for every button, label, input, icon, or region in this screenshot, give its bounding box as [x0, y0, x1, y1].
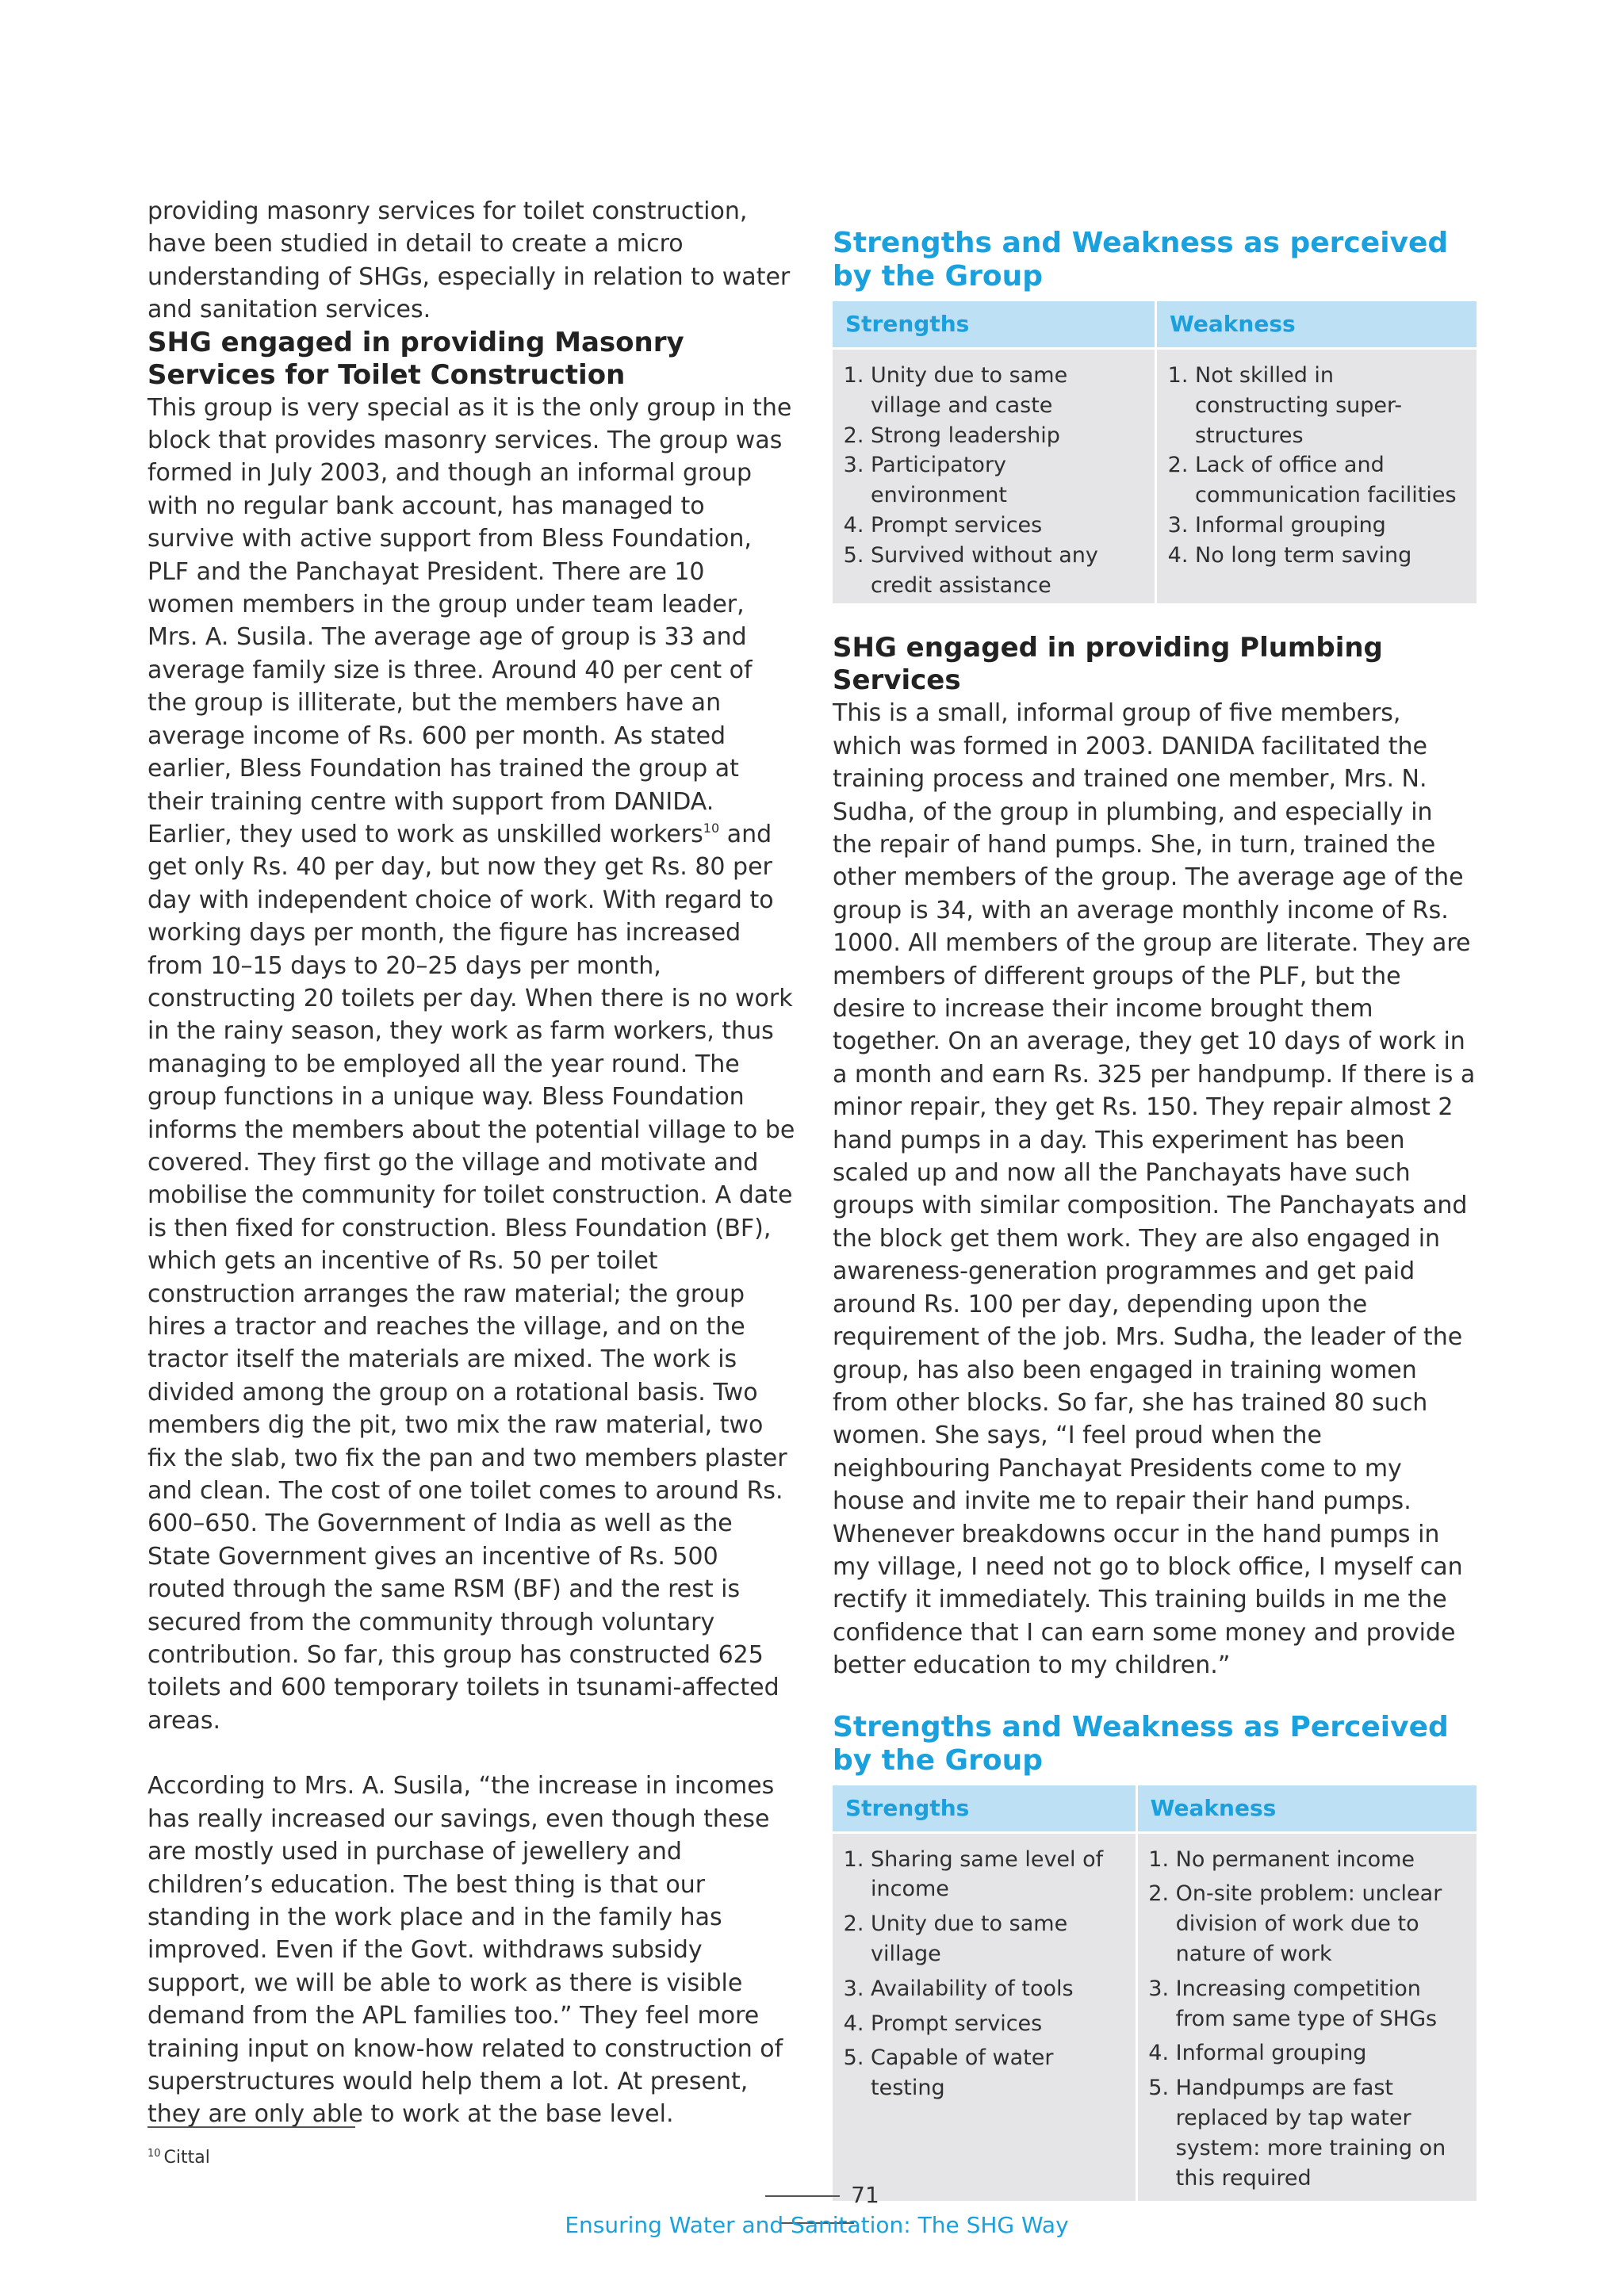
- masonry-section-heading: SHG engaged in providing Masonry Services for Toilet Construction: [147, 326, 684, 391]
- table2-weakness-header: Weakness: [1136, 1785, 1477, 1834]
- footnote-mark: 10: [147, 2148, 161, 2160]
- list-item: 3. Informal grouping: [1195, 511, 1465, 541]
- list-item: 4. Prompt services: [871, 511, 1143, 541]
- list-item: 2. Strong leadership: [871, 421, 1143, 451]
- table2-weakness-list: [1151, 1845, 1465, 2194]
- list-item: 1. Not skilled in constructing super-structures: [1195, 361, 1465, 450]
- list-item: 5. Survived without any credit assistance: [871, 541, 1143, 601]
- masonry-body-part-b: and get only Rs. 40 per day, but now they get Rs. 80 per day with independent choice of work. With regard to working days per month, the figure has increased from 10–15 days to 20–25 days per month, constructing 20 toilets per day. When there is no work in the rainy season, they work as farm workers, thus managing to be employed all the year round. The group functions in a unique way. Bless Foundation informs the members about the potential village to be covered. They first go the village and motivate and mobilise the community for toilet construction. A date is then fixed for construction. Bless Foundation (BF), which gets an incentive of Rs. 50 per toilet construction arranges the raw material; the group hires a tractor and reaches the village, and on the tractor itself the materials are mixed. The work is divided among the group on a rotational basis. Two members dig the pit, two mix the raw material, two fix the slab, two fix the pan and two members plaster and clean. The cost of one toilet comes to around Rs. 600–650. The Government of India as well as the State Government gives an incentive of Rs. 500 routed through the same RSM (BF) and the rest is secured from the community through voluntary contribution. So far, this group has constructed 625 toilets and 600 temporary toilets in tsunami-affected areas.: [147, 820, 795, 1735]
- intro-paragraph: providing masonry services for toilet construction, have been studied in detail to create a micro understanding of SHGs, especially in relation to water and sanitation services.: [147, 197, 791, 324]
- list-item: 1. No permanent income: [1176, 1845, 1465, 1875]
- page-number: 71: [851, 2182, 879, 2208]
- table1-strengths-header: Strengths: [833, 301, 1155, 350]
- plumbing-section-heading: SHG engaged in providing Plumbing Services: [833, 632, 1383, 697]
- table1-strengths-cell: [833, 350, 1155, 603]
- list-item: 4. Prompt services: [871, 2009, 1124, 2039]
- list-item: 1. Sharing same level of income: [871, 1845, 1124, 1905]
- table1-weakness-cell: [1155, 350, 1477, 603]
- list-item: 2. Unity due to same village: [871, 1909, 1124, 1969]
- left-column: [147, 195, 796, 2131]
- table1-weakness-list: [1170, 361, 1465, 571]
- table1-strengths-list: [845, 361, 1143, 600]
- footnote: [147, 2143, 210, 2169]
- list-item: 4. No long term saving: [1195, 541, 1465, 571]
- plumbing-body-paragraph: This is a small, informal group of five members, which was formed in 2003. DANIDA facilitated the training process and trained one member, Mrs. N. Sudha, of the group in plumbing, and especially in the repair of hand pumps. She, in turn, trained the other members of the group. The average age of the group is 34, with an average monthly income of Rs. 1000. All members of the group are literate. They are members of different groups of the PLF, but the desire to increase their income brought them together. On an average, they get 10 days of work in a month and earn Rs. 325 per handpump. If there is a minor repair, they get Rs. 150. They repair almost 2 hand pumps in a day. This experiment has been scaled up and now all the Panchayats have such groups with similar composition. The Panchayats and the block get them work. They are also engaged in awareness-generation programmes and get paid around Rs. 100 per day, depending upon the requirement of the job. Mrs. Sudha, the leader of the group, has also been engaged in training women from other blocks. So far, she has trained 80 such women. She says, “I feel proud when the neighbouring Panchayat Presidents come to my house and invite me to repair their hand pumps. Whenever breakdowns occur in the hand pumps in my village, I need not go to block office, I myself can rectify it immediately. This training builds in me the confidence that I can earn some money and provide better education to my children.”: [833, 699, 1476, 1680]
- list-item: 2. Lack of office and communication facilities: [1195, 450, 1465, 511]
- list-item: 1. Unity due to same village and caste: [871, 361, 1143, 421]
- masonry-body-part-a: This group is very special as it is the only group in the block that provides masonry services. The group was formed in July 2003, and though an informal group with no regular bank account, has managed to survive with active support from Bless Foundation, PLF and the Panchayat President. There are 10 women members in the group under team leader, Mrs. A. Susila. The average age of group is 33 and average family size is three. Around 40 per cent of the group is illiterate, but the members have an average income of Rs. 600 per month. As stated earlier, Bless Foundation has trained the group at their training centre with support from DANIDA. Earlier, they used to work as unskilled workers: [147, 393, 792, 848]
- list-item: 3. Availability of tools: [871, 1974, 1124, 2004]
- list-item: 4. Informal grouping: [1176, 2038, 1465, 2068]
- table2-strengths-cell: [833, 1834, 1136, 2202]
- table2-title: Strengths and Weakness as Perceived by the Group: [833, 1710, 1449, 1777]
- list-item: 5. Handpumps are fast replaced by tap water system: more training on this required: [1176, 2073, 1465, 2193]
- running-footer-title: Ensuring Water and Sanitation: The SHG Way: [565, 2212, 1069, 2238]
- right-column: [833, 227, 1477, 2201]
- masonry-body-paragraph: [147, 392, 796, 1738]
- table2-weakness-cell: [1136, 1834, 1477, 2202]
- page-number-left-rule: [765, 2195, 840, 2197]
- table2-strengths-header: Strengths: [833, 1785, 1136, 1834]
- strengths-weakness-table-1: [833, 301, 1477, 603]
- susila-quote-paragraph: According to Mrs. A. Susila, “the increase in incomes has really increased our savings, even though these are mostly used in purchase of jewellery and children’s education. The best thing is that our standing in the work place and in the family has improved. Even if the Govt. withdraws subsidy support, we will be able to work as there is visible demand from the APL families too.” They feel more training input on know-how related to construction of superstructures would help them a lot. At present, they are only able to work at the base level.: [147, 1772, 783, 2129]
- strengths-weakness-table-2: [833, 1785, 1477, 2202]
- list-item: 5. Capable of water testing: [871, 2043, 1124, 2103]
- table2-strengths-list: [845, 1845, 1124, 2103]
- table1-title: Strengths and Weakness as perceived by the Group: [833, 227, 1449, 293]
- table1-weakness-header: Weakness: [1155, 301, 1477, 350]
- list-item: 3. Increasing competition from same type of SHGs: [1176, 1974, 1465, 2034]
- footnote-divider: [147, 2126, 355, 2128]
- list-item: 2. On-site problem: unclear division of work due to nature of work: [1176, 1879, 1465, 1969]
- footnote-reference[interactable]: 10: [703, 820, 720, 836]
- footnote-text: Cittal: [163, 2148, 210, 2168]
- list-item: 3. Participatory environment: [871, 450, 1143, 511]
